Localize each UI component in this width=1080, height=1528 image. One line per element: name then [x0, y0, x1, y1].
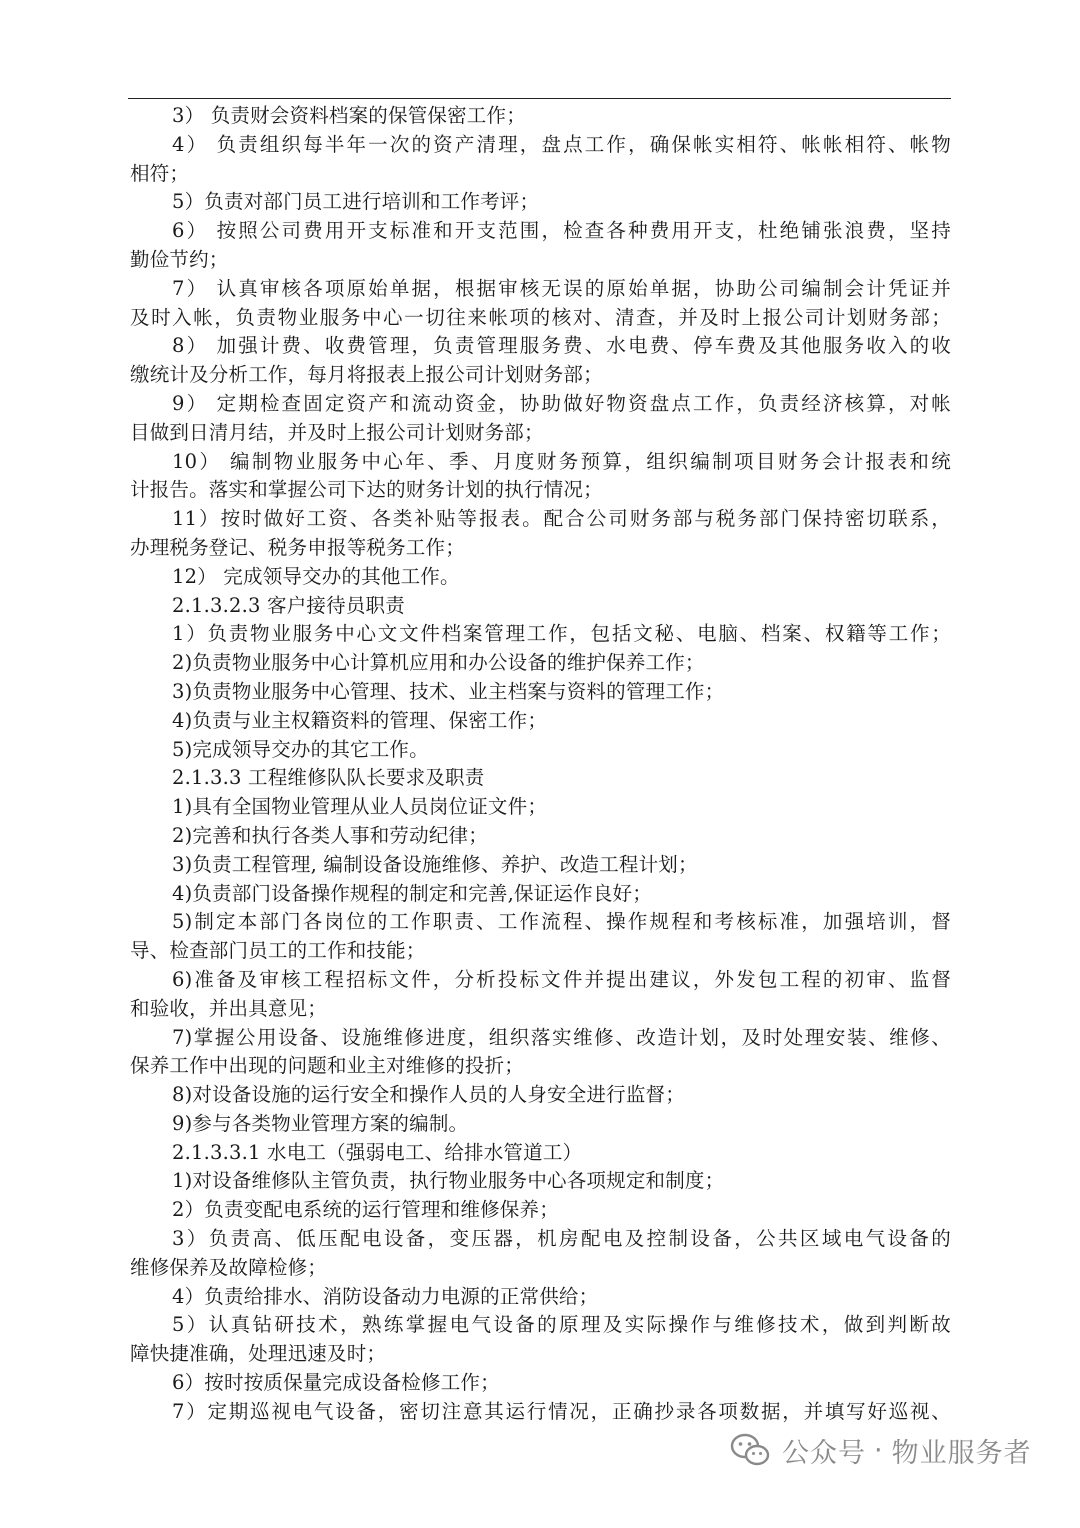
watermark-account-label: 公众号: [782, 1437, 866, 1469]
text-line: 1)对设备维修队主管负责，执行物业服务中心各项规定和制度；: [172, 1169, 725, 1193]
text-line: 6）按时按质保量完成设备检修工作；: [172, 1371, 500, 1395]
text-line: 9)参与各类物业管理方案的编制。: [172, 1111, 469, 1135]
text-line: 勤俭节约；: [130, 247, 229, 271]
text-line: 3） 负责财会资料档案的保管保密工作；: [172, 104, 526, 127]
text-line: 2.1.3.3 工程维修队队长要求及职责: [172, 766, 485, 790]
text-line: 6)准备及审核工程招标文件，分析投标文件并提出建议，外发包工程的初审、监督: [172, 967, 951, 991]
text-line: 计报告。落实和掌握公司下达的财务计划的执行情况；: [130, 478, 603, 502]
text-line: 8)对设备设施的运行安全和操作人员的人身安全进行监督；: [172, 1083, 685, 1107]
text-line: 4） 负责组织每半年一次的资产清理，盘点工作，确保帐实相符、帐帐相符、帐物: [172, 132, 951, 156]
text-line: 缴统计及分析工作，每月将报表上报公司计划财务部；: [130, 363, 603, 387]
text-line: 2.1.3.3.1 水电工（强弱电工、给排水管道工）: [172, 1140, 583, 1164]
text-line: 障快捷准确，处理迅速及时；: [130, 1342, 387, 1366]
header-rule: [128, 98, 951, 99]
watermark: [730, 1425, 1032, 1475]
text-line: 3)负责工程管理, 编制设备设施维修、养护、改造工程计划；: [172, 852, 698, 876]
watermark-separator: ·: [874, 1434, 884, 1466]
text-line: 2.1.3.2.3 客户接待员职责: [172, 593, 405, 617]
text-line: 9） 定期检查固定资产和流动资金，协助做好物资盘点工作，负责经济核算，对帐: [172, 391, 951, 415]
text-line: 4）负责给排水、消防设备动力电源的正常供给；: [172, 1284, 599, 1308]
text-line: 8） 加强计费、收费管理，负责管理服务费、水电费、停车费及其他服务收入的收: [172, 334, 951, 358]
text-line: 7） 认真审核各项原始单据，根据审核无误的原始单据，协助公司编制会计凭证并: [172, 276, 951, 300]
text-line: 11）按时做好工资、各类补贴等报表。配合公司财务部与税务部门保持密切联系，: [172, 507, 951, 531]
text-line: 2）负责变配电系统的运行管理和维修保养；: [172, 1198, 559, 1222]
text-line: 7）定期巡视电气设备，密切注意其运行情况，正确抄录各项数据，并填写好巡视、: [172, 1399, 951, 1423]
text-line: 6） 按照公司费用开支标准和开支范围，检查各种费用开支，杜绝铺张浪费，坚持: [172, 219, 951, 243]
text-line: 1）负责物业服务中心文文件档案管理工作，包括文秘、电脑、档案、权籍等工作；: [172, 622, 951, 646]
text-line: 4)负责部门设备操作规程的制定和完善,保证运作良好；: [172, 881, 652, 905]
document-body: [130, 102, 951, 1427]
text-line: 4)负责与业主权籍资料的管理、保密工作；: [172, 708, 548, 732]
text-line: 和验收，并出具意见；: [130, 996, 328, 1020]
text-line: 导、检查部门员工的工作和技能；: [130, 939, 426, 963]
text-line: 12） 完成领导交办的其他工作。: [172, 564, 460, 588]
text-line: 目做到日清月结，并及时上报公司计划财务部；: [130, 420, 544, 444]
text-line: 保养工作中出现的问题和业主对维修的投折；: [130, 1054, 525, 1078]
text-line: 相符；: [130, 161, 190, 185]
text-line: 办理税务登记、税务申报等税务工作；: [130, 535, 465, 559]
text-line: 5)完成领导交办的其它工作。: [172, 737, 429, 761]
text-line: 10） 编制物业服务中心年、季、月度财务预算，组织编制项目财务会计报表和统: [172, 449, 951, 473]
text-line: 维修保养及故障检修；: [130, 1255, 328, 1279]
text-line: 2)完善和执行各类人事和劳动纪律；: [172, 823, 488, 847]
text-line: 5)制定本部门各岗位的工作职责、工作流程、操作规程和考核标准，加强培训，督: [172, 910, 951, 934]
text-line: 2)负责物业服务中心计算机应用和办公设备的维护保养工作；: [172, 651, 705, 675]
text-line: 3）负责高、低压配电设备，变压器，机房配电及控制设备，公共区域电气设备的: [172, 1227, 951, 1251]
text-line: 3)负责物业服务中心管理、技术、业主档案与资料的管理工作；: [172, 679, 725, 703]
watermark-account-name: 物业服务者: [891, 1437, 1032, 1469]
text-line: 及时入帐，负责物业服务中心一切往来帐项的核对、清查，并及时上报公司计划财务部；: [130, 305, 951, 329]
wechat-icon: [730, 1433, 770, 1467]
text-line: 1)具有全国物业管理从业人员岗位证文件；: [172, 795, 548, 819]
text-line: 7)掌握公用设备、设施维修进度，组织落实维修、改造计划，及时处理安装、维修、: [172, 1025, 951, 1049]
text-line: 5）负责对部门员工进行培训和工作考评；: [172, 190, 540, 214]
text-line: 5）认真钻研技术，熟练掌握电气设备的原理及实际操作与维修技术，做到判断故: [172, 1313, 951, 1337]
